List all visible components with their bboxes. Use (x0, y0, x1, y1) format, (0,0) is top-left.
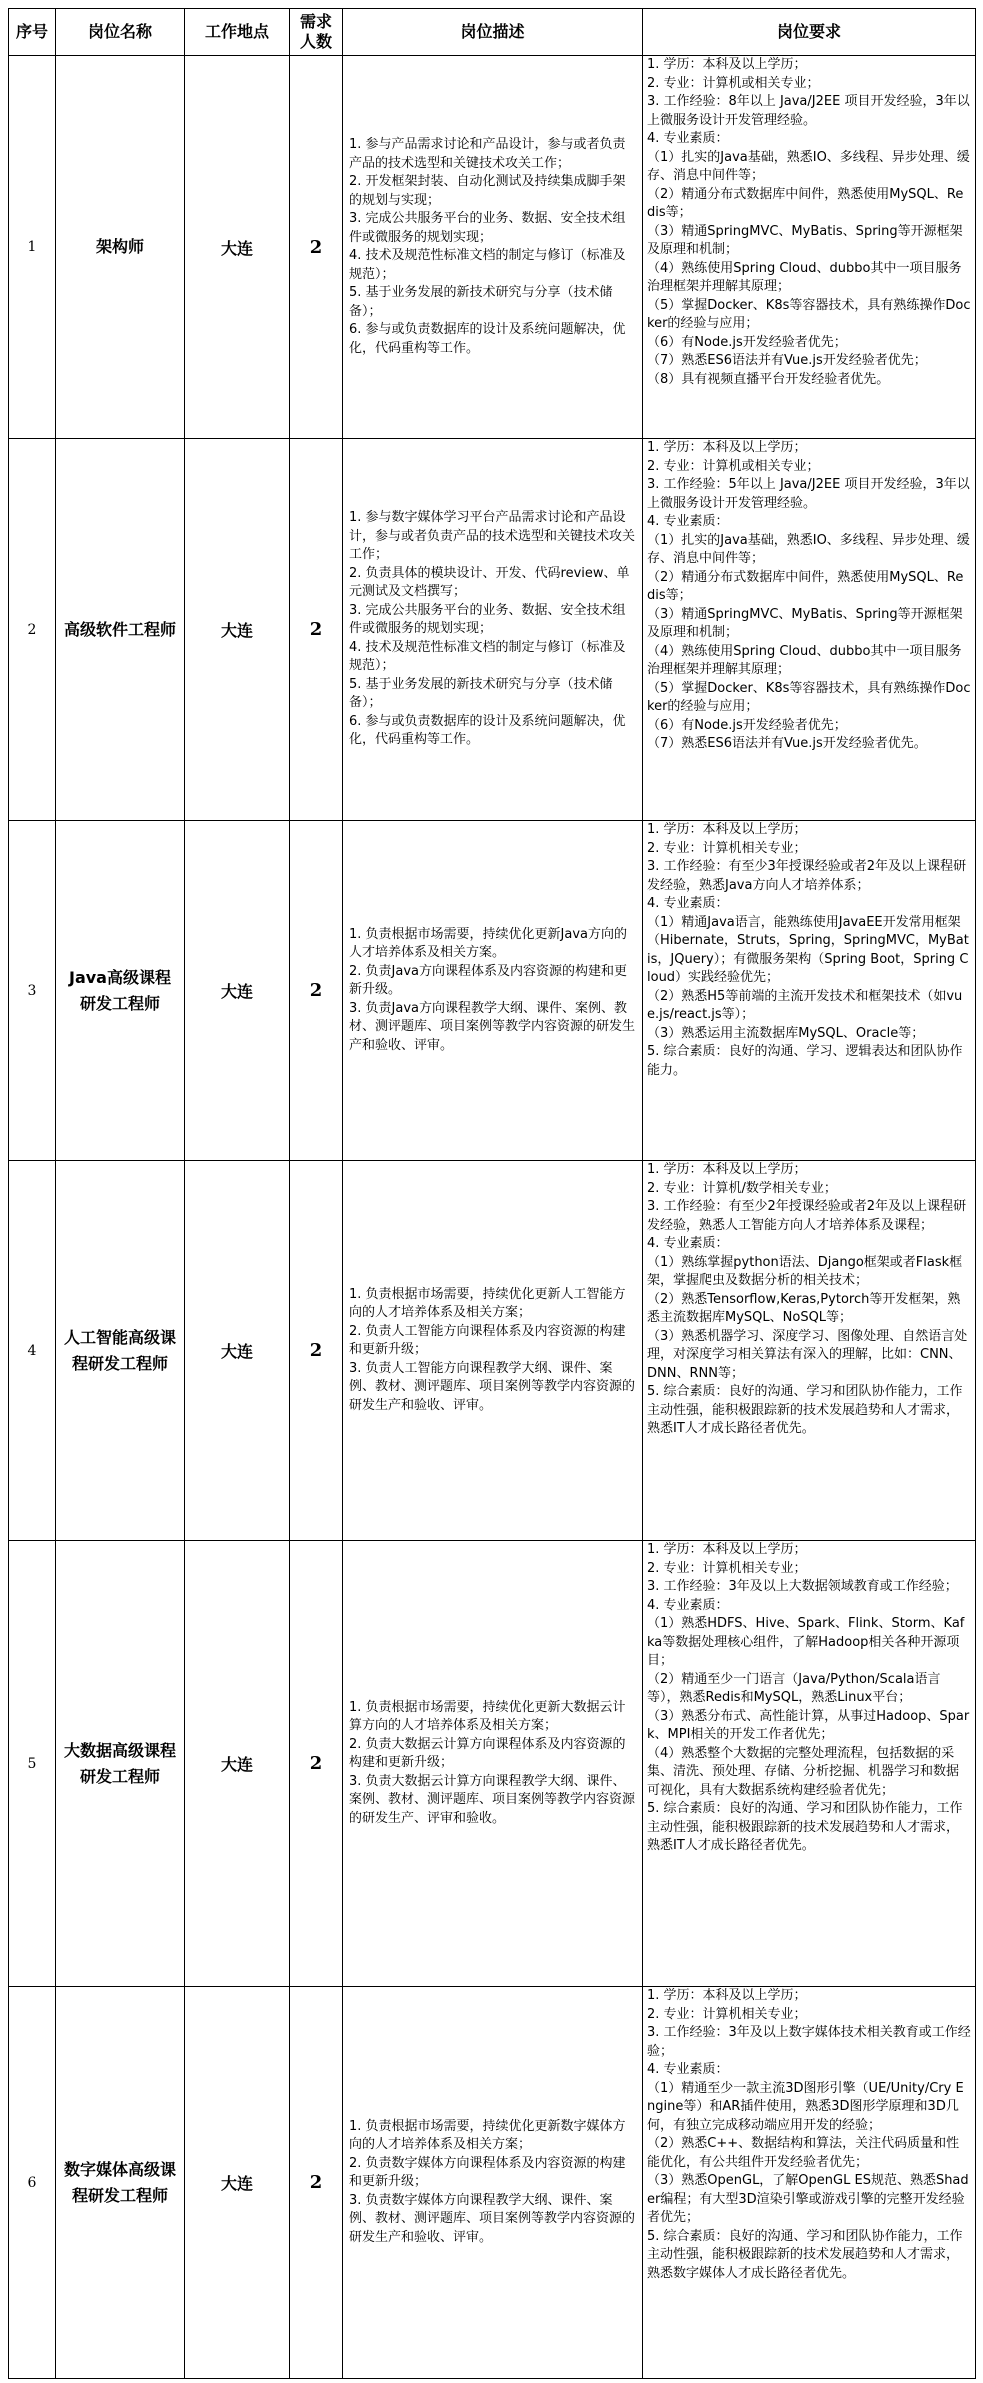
row-seq: 4 (9, 1161, 56, 1541)
requirement-item: 2. 专业：计算机或相关专业； (647, 75, 820, 91)
requirements-list (647, 821, 971, 1080)
description-item: 3. 负责数字媒体方向课程教学大纲、课件、案例、教材、测评题库、项目案例等教学内容资源的研发生产和验收、评审。 (349, 2192, 636, 2245)
requirement-item: （2）精通分布式数据库中间件，熟悉使用MySQL、Redis等； (647, 569, 964, 603)
job-table (8, 8, 976, 2379)
description-item: 2. 开发框架封装、自动化测试及持续集成脚手架的规划与实现； (349, 174, 626, 208)
row-location: 大连 (185, 56, 290, 439)
requirement-item: 2. 专业：计算机/数学相关专业； (647, 1180, 837, 1196)
description-item: 4. 技术及规范性标准文档的制定与修订（标准及规范）； (349, 248, 626, 282)
row-location: 大连 (185, 1541, 290, 1987)
row-seq: 3 (9, 821, 56, 1161)
requirement-item: （3）熟悉分布式、高性能计算，从事过Hadoop、Spark、MPI相关的开发工作者优先； (647, 1708, 970, 1742)
requirement-item: （3）精通SpringMVC、MyBatis、Spring等开源框架及原理和机制； (647, 223, 963, 257)
requirement-item: （1）精通Java语言，能熟练使用JavaEE开发常用框架（Hibernate，Struts，Spring，SpringMVC，MyBatis，JQuery）；有微服务架构（Spring Boot，Spring Cloud）实践经验优先； (647, 914, 969, 985)
requirement-item: （4）熟练使用Spring Cloud、dubbo其中一项目服务治理框架并理解其原理； (647, 643, 962, 677)
table-row (9, 821, 976, 1161)
requirement-item: （3）精通SpringMVC、MyBatis、Spring等开源框架及原理和机制； (647, 606, 963, 640)
table-row (9, 1541, 976, 1987)
description-item: 1. 参与数字媒体学习平台产品需求讨论和产品设计，参与或者负责产品的技术选型和关键技术攻关工作； (349, 510, 636, 563)
row-location: 大连 (185, 821, 290, 1161)
header-location: 工作地点 (185, 9, 290, 56)
description-item: 2. 负责大数据云计算方向课程体系及内容资源的构建和更新升级； (349, 1736, 626, 1771)
requirement-item: （8）具有视频直播平台开发经验者优先。 (647, 371, 890, 387)
requirement-item: 3. 工作经验：3年及以上数字媒体技术相关教育或工作经验； (647, 2025, 971, 2059)
requirement-item: （7）熟悉ES6语法并有Vue.js开发经验者优先； (647, 353, 927, 368)
description-item: 3. 负责Java方向课程教学大纲、课件、案例、教材、测评题库、项目案例等教学内容资源的研发生产和验收、评审。 (349, 1000, 636, 1053)
description-list (349, 509, 636, 750)
description-item: 1. 参与产品需求讨论和产品设计，参与或者负责产品的技术选型和关键技术攻关工作； (349, 137, 626, 171)
row-description-cell (343, 1987, 643, 2379)
requirement-item: 3. 工作经验：3年及以上大数据领域教育或工作经验； (647, 1579, 958, 1594)
description-item: 5. 基于业务发展的新技术研究与分享（技术储备）； (349, 676, 613, 711)
requirement-item: 4. 专业素质： (647, 1236, 729, 1251)
description-item: 5. 基于业务发展的新技术研究与分享（技术储备）； (349, 285, 613, 319)
requirement-item: （2）精通至少一门语言（Java/Python/Scala语言等），熟悉Redis和MySQL，熟悉Linux平台； (647, 1671, 941, 1705)
row-requirements-cell (643, 1541, 976, 1987)
requirements-list (647, 439, 971, 754)
row-description-cell (343, 1161, 643, 1541)
requirement-item: （5）掌握Docker、K8s等容器技术，具有熟练操作Docker的经验与应用； (647, 297, 971, 331)
row-job-title: 人工智能高级课程研发工程师 (56, 1161, 185, 1541)
row-requirements-cell (643, 1987, 976, 2379)
row-location: 大连 (185, 1161, 290, 1541)
description-item: 2. 负责人工智能方向课程体系及内容资源的构建和更新升级； (349, 1323, 626, 1358)
row-requirements-cell (643, 1161, 976, 1541)
requirement-item: （1）扎实的Java基础，熟悉IO、多线程、异步处理、缓存、消息中间件等； (647, 532, 970, 566)
description-list (349, 2118, 636, 2248)
header-count-line2: 人数 (299, 32, 332, 51)
requirement-item: 5. 综合素质：良好的沟通、学习、逻辑表达和团队协作能力。 (647, 1044, 963, 1078)
requirement-item: （6）有Node.js开发经验者优先； (647, 717, 847, 733)
row-seq: 2 (9, 439, 56, 821)
row-headcount: 2 (290, 821, 343, 1161)
description-list (349, 136, 636, 358)
description-item: 1. 负责根据市场需要，持续优化更新Java方向的人才培养体系及相关方案。 (349, 926, 627, 961)
row-headcount: 2 (290, 1541, 343, 1987)
requirement-item: 5. 综合素质：良好的沟通、学习和团队协作能力，工作主动性强，能积极跟踪新的技术发展趋势和人才需求，熟悉数字媒体人才成长路径者优先。 (647, 2228, 963, 2281)
requirement-item: 3. 工作经验：有至少2年授课经验或者2年及以上课程研发经验，熟悉人工智能方向人才培养体系及课程； (647, 1199, 967, 1233)
requirement-item: 1. 学历：本科及以上学历； (647, 440, 807, 455)
description-item: 1. 负责根据市场需要，持续优化更新数字媒体方向的人才培养体系及相关方案； (349, 2118, 626, 2153)
description-item: 3. 负责人工智能方向课程教学大纲、课件、案例、教材、测评题库、项目案例等教学内容资源的研发生产和验收、评审。 (349, 1360, 636, 1413)
requirement-item: 1. 学历：本科及以上学历； (647, 822, 807, 837)
row-job-title: 高级软件工程师 (56, 439, 185, 821)
requirement-item: 4. 专业素质： (647, 896, 729, 911)
requirement-item: 1. 学历：本科及以上学历； (647, 1162, 807, 1177)
row-requirements-cell (643, 821, 976, 1161)
table-row (9, 56, 976, 439)
requirement-item: （1）熟悉HDFS、Hive、Spark、Flink、Storm、Kafka等数据处理核心组件，了解Hadoop相关各种开源项目； (647, 1616, 965, 1668)
description-item: 2. 负责Java方向课程体系及内容资源的构建和更新升级。 (349, 963, 627, 998)
description-list (349, 1286, 636, 1416)
requirement-item: （4）熟悉整个大数据的完整处理流程，包括数据的采集、清洗、预处理、存储、分析挖掘、机器学习和数据可视化，具有大数据系统构建经验者优先； (647, 1745, 960, 1798)
table-row (9, 1161, 976, 1541)
row-job-title: 大数据高级课程研发工程师 (56, 1541, 185, 1987)
row-job-title: 数字媒体高级课程研发工程师 (56, 1987, 185, 2379)
row-description-cell (343, 821, 643, 1161)
requirement-item: 5. 综合素质：良好的沟通、学习和团队协作能力，工作主动性强，能积极跟踪新的技术发展趋势和人才需求，熟悉IT人才成长路径者优先。 (647, 1801, 963, 1853)
requirement-item: 4. 专业素质： (647, 1597, 729, 1613)
row-headcount: 2 (290, 1987, 343, 2379)
description-item: 2. 负责具体的模块设计、开发、代码review、单元测试及文档撰写； (349, 565, 630, 600)
requirement-item: 4. 专业素质： (647, 131, 729, 146)
requirement-item: （5）掌握Docker、K8s等容器技术，具有熟练操作Docker的经验与应用； (647, 680, 971, 714)
description-item: 3. 负责大数据云计算方向课程教学大纲、课件、案例、教材、测评题库、项目案例等教学内容资源的研发生产、评审和验收。 (349, 1773, 636, 1826)
row-headcount: 2 (290, 439, 343, 821)
requirement-item: （4）熟练使用Spring Cloud、dubbo其中一项目服务治理框架并理解其原理； (647, 260, 962, 294)
header-desc: 岗位描述 (343, 9, 643, 56)
requirement-item: 4. 专业素质： (647, 2062, 729, 2077)
description-item: 1. 负责根据市场需要，持续优化更新大数据云计算方向的人才培养体系及相关方案； (349, 1699, 626, 1734)
requirement-item: 2. 专业：计算机相关专业； (647, 1560, 807, 1576)
row-seq: 6 (9, 1987, 56, 2379)
requirement-item: （1）熟练掌握python语法、Django框架或者Flask框架，掌握爬虫及数据分析的相关技术； (647, 1254, 963, 1288)
row-seq: 1 (9, 56, 56, 439)
description-list (349, 926, 636, 1056)
requirement-item: （2）熟悉C++、数据结构和算法，关注代码质量和性能优化，有公共组件开发经验者优先； (647, 2136, 960, 2170)
row-description-cell (343, 439, 643, 821)
requirements-list (647, 56, 971, 389)
requirement-item: （7）熟悉ES6语法并有Vue.js开发经验者优先。 (647, 736, 927, 751)
description-item: 2. 负责数字媒体方向课程体系及内容资源的构建和更新升级； (349, 2155, 626, 2190)
requirement-item: 2. 专业：计算机相关专业； (647, 840, 807, 856)
requirement-item: 1. 学历：本科及以上学历； (647, 1988, 807, 2003)
requirement-item: 2. 专业：计算机相关专业； (647, 2006, 807, 2022)
requirement-item: 3. 工作经验：有至少3年授课经验或者2年及以上课程研发经验，熟悉Java方向人才培养体系； (647, 859, 967, 893)
table-row (9, 1987, 976, 2379)
row-job-title: Java高级课程研发工程师 (56, 821, 185, 1161)
row-location: 大连 (185, 1987, 290, 2379)
row-requirements-cell (643, 439, 976, 821)
requirement-item: 3. 工作经验：8年以上 Java/J2EE 项目开发经验，3年以上微服务设计开发管理经验。 (647, 94, 970, 128)
row-headcount: 2 (290, 1161, 343, 1541)
requirement-item: 5. 综合素质：良好的沟通、学习和团队协作能力，工作主动性强，能积极跟踪新的技术发展趋势和人才需求，熟悉IT人才成长路径者优先。 (647, 1384, 963, 1436)
requirements-list (647, 1987, 971, 2283)
requirement-item: （2）熟悉H5等前端的主流开发技术和框架技术（如vue.js/react.js等）； (647, 988, 963, 1022)
row-seq: 5 (9, 1541, 56, 1987)
row-requirements-cell (643, 56, 976, 439)
requirement-item: 4. 专业素质： (647, 514, 729, 529)
header-seq: 序号 (9, 9, 56, 56)
requirements-list (647, 1541, 971, 1856)
requirement-item: 1. 学历：本科及以上学历； (647, 1542, 807, 1557)
header-count-line1: 需求 (299, 12, 332, 31)
requirement-item: （1）扎实的Java基础，熟悉IO、多线程、异步处理、缓存、消息中间件等； (647, 149, 970, 183)
header-req: 岗位要求 (643, 9, 976, 56)
row-description-cell (343, 56, 643, 439)
requirement-item: （3）熟悉机器学习、深度学习、图像处理、自然语言处理，对深度学习相关算法有深入的理解，比如：CNN、DNN、RNN等； (647, 1328, 968, 1381)
requirement-item: 2. 专业：计算机或相关专业； (647, 458, 820, 474)
row-description-cell (343, 1541, 643, 1987)
description-item: 6. 参与或负责数据库的设计及系统问题解决，优化，代码重构等工作。 (349, 713, 626, 748)
description-item: 3. 完成公共服务平台的业务、数据、安全技术组件或微服务的规划实现； (349, 211, 626, 245)
header-row (9, 9, 976, 56)
requirements-list (647, 1161, 971, 1439)
description-item: 4. 技术及规范性标准文档的制定与修订（标准及规范）； (349, 639, 626, 674)
requirement-item: 1. 学历：本科及以上学历； (647, 57, 807, 72)
header-name: 岗位名称 (56, 9, 185, 56)
requirement-item: （3）熟悉OpenGL，了解OpenGL ES规范、熟悉Shader编程；有大型3D渲染引擎或游戏引擎的完整开发经验者优先； (647, 2173, 969, 2225)
row-headcount: 2 (290, 56, 343, 439)
requirement-item: （2）精通分布式数据库中间件，熟悉使用MySQL、Redis等； (647, 186, 964, 220)
requirement-item: （1）精通至少一款主流3D图形引擎（UE/Unity/Cry Engine等）和AR插件使用，熟悉3D图形学原理和3D几何，有独立完成移动端应用开发的经验； (647, 2080, 964, 2133)
requirement-item: （6）有Node.js开发经验者优先； (647, 334, 847, 350)
description-item: 6. 参与或负责数据库的设计及系统问题解决，优化，代码重构等工作。 (349, 322, 626, 356)
row-location: 大连 (185, 439, 290, 821)
requirement-item: （2）熟悉Tensorflow,Keras,Pytorch等开发框架，熟悉主流数据库MySQL、NoSQL等； (647, 1291, 961, 1325)
header-count (290, 9, 343, 56)
description-list (349, 1699, 636, 1829)
description-item: 3. 完成公共服务平台的业务、数据、安全技术组件或微服务的规划实现； (349, 602, 626, 637)
row-job-title: 架构师 (56, 56, 185, 439)
description-item: 1. 负责根据市场需要，持续优化更新人工智能方向的人才培养体系及相关方案； (349, 1286, 626, 1321)
requirement-item: 3. 工作经验：5年以上 Java/J2EE 项目开发经验，3年以上微服务设计开发管理经验。 (647, 477, 970, 511)
requirement-item: （3）熟悉运用主流数据库MySQL、Oracle等； (647, 1025, 925, 1041)
table-row (9, 439, 976, 821)
